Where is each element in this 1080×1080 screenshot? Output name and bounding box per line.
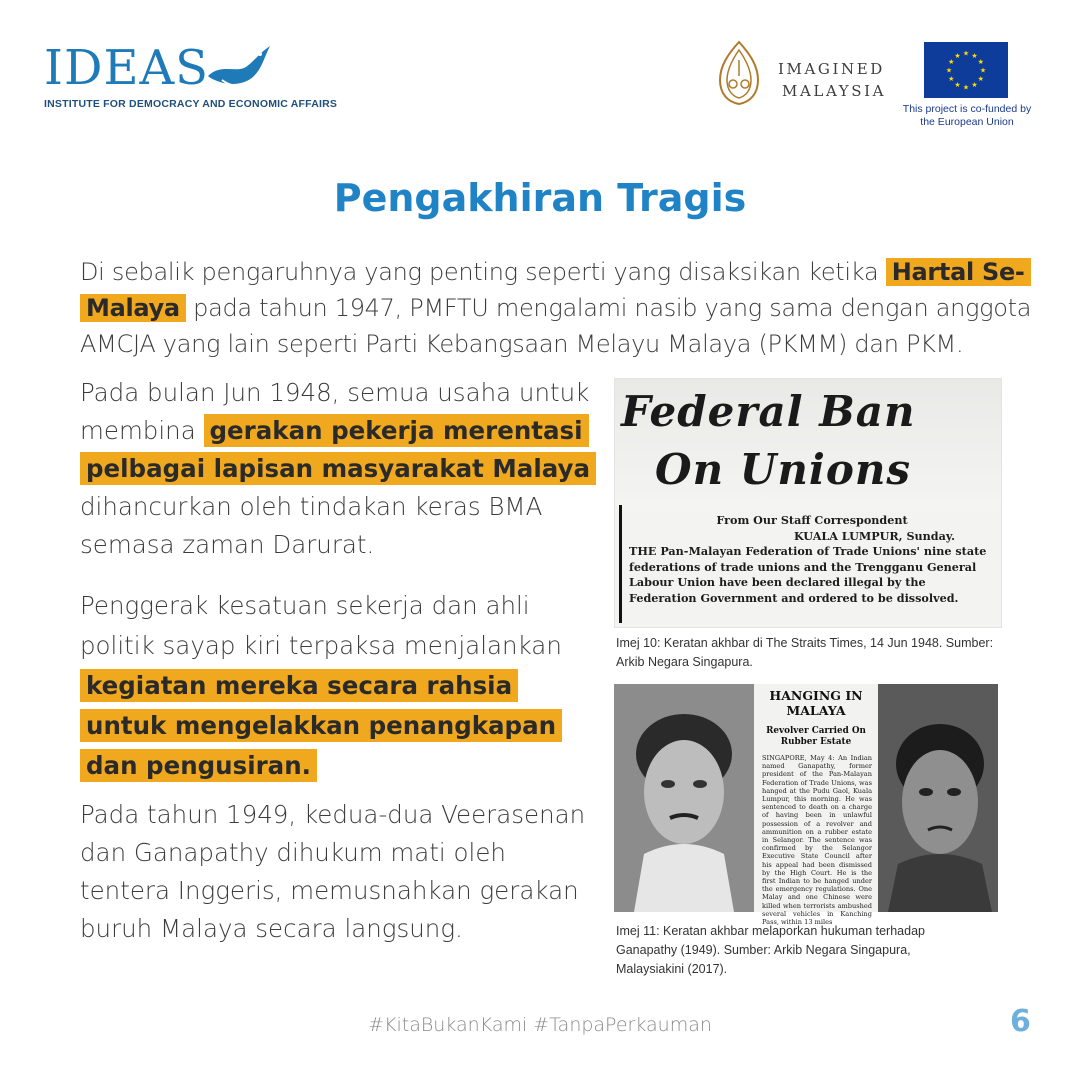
clipping2-headline: HANGING IN MALAYA <box>769 688 863 718</box>
clipping-byline: From Our Staff Correspondent <box>716 513 908 527</box>
portrait-photo-left <box>614 684 754 912</box>
imagined-logo-line1: IMAGINED <box>778 60 885 78</box>
intro-text-post: pada tahun 1947, PMFTU mengalami nasib yang sama dengan anggota AMCJA yang lain seperti Parti Kebangsaan Melayu Malaya (PKMM) dan PKM. <box>80 294 1032 358</box>
paragraph-secret-activities <box>80 586 600 786</box>
bird-icon <box>204 42 274 92</box>
clipping2-body: SINGAPORE, May 4: An Indian named Ganapathy, former president of the Pan-Malayan Federation of Trade Unions, was hanged at the Pudu Gaol, Kuala Lumpur, this morning. He was sentenced to death on a charge of having been in unlawful possession of a revolver and ammunition on a rubber estate in Selangor. The sentence was confirmed by the Selangor Executive State Council after his appeal had been dismissed by the High Court. He is the first Indian to be hanged under the emergency regulations. One Malay and one Chinese were killed when terrorists ambushed several vehicles in Kanching Pass, within 13 miles <box>762 754 872 927</box>
intro-highlight: Hartal Se-Malaya <box>80 258 1031 322</box>
intro-paragraph <box>80 254 1040 362</box>
intro-text-pre: Di sebalik pengaruhnya yang penting seperti yang disaksikan ketika <box>80 258 886 286</box>
ideas-logo-wordmark: IDEAS <box>44 40 210 96</box>
image-caption-11: Imej 11: Keratan akhbar melaporkan hukuman terhadap Ganapathy (1949). Sumber: Arkib Negara Singapura, Malaysiakini (2017). <box>616 924 925 976</box>
page-title: Pengakhiran Tragis <box>333 176 747 220</box>
image-caption-10: Imej 10: Keratan akhbar di The Straits Times, 14 Jun 1948. Sumber: Arkib Negara Singapura. <box>616 636 994 669</box>
eu-star-icon: ★ <box>962 49 970 58</box>
eu-star-icon: ★ <box>977 58 984 66</box>
eu-star-icon: ★ <box>971 51 978 60</box>
ideas-logo <box>44 40 338 120</box>
para3-highlight: kegiatan mereka secara rahsia untuk mengelakkan penangkapan dan pengusiran. <box>80 669 562 782</box>
para2-highlight: gerakan pekerja merentasi pelbagai lapisan masyarakat Malaya <box>80 414 596 485</box>
imagined-logo-line2: MALAYSIA <box>782 82 887 100</box>
paragraph-1949: Pada tahun 1949, kedua-dua Veerasenan dan Ganapathy dihukum mati oleh tentera Inggeris, memusnahkan gerakan buruh Malaya secara langsung. <box>80 800 586 943</box>
portrait-photo-right <box>878 684 998 912</box>
eu-flag-icon <box>924 42 1008 98</box>
para3-text-pre: Penggerak kesatuan sekerja dan ahli politik sayap kiri terpaksa menjalankan <box>80 591 562 660</box>
para2-text-post: dihancurkan oleh tindakan keras BMA semasa zaman Darurat. <box>80 492 543 559</box>
hashtags: #KitaBukanKami #TanpaPerkauman <box>368 1014 712 1036</box>
eu-cofunded-text: This project is co-funded by the European Union <box>902 103 1032 128</box>
eu-star-icon: ★ <box>962 83 970 92</box>
eu-star-icon: ★ <box>954 51 961 60</box>
clipping-headline-line1: Federal Ban <box>621 387 916 436</box>
clipping-rule <box>619 505 622 623</box>
ideas-logo-subtitle: INSTITUTE FOR DEMOCRACY AND ECONOMIC AFFAIRS <box>44 98 338 110</box>
newspaper-clipping-hanging <box>754 684 878 927</box>
newspaper-clipping-federal-ban <box>614 378 1002 628</box>
eu-star-icon: ★ <box>948 58 955 66</box>
eu-star-icon: ★ <box>954 81 961 90</box>
eu-star-icon: ★ <box>945 66 953 75</box>
gunungan-icon <box>716 40 762 106</box>
clipping2-subhead: Revolver Carried On Rubber Estate <box>766 726 866 747</box>
clipping-dateline: KUALA LUMPUR, Sunday. <box>793 528 955 543</box>
eu-star-icon: ★ <box>979 66 987 75</box>
eu-star-icon: ★ <box>977 75 984 83</box>
clipping-headline-area <box>615 379 1001 505</box>
clipping-body <box>629 513 995 607</box>
para2-text-pre: Pada bulan Jun 1948, semua usaha untuk membina <box>80 378 590 445</box>
paragraph-june-1948 <box>80 374 600 564</box>
clipping-body-text: THE Pan-Malayan Federation of Trade Unions' nine state federations of trade unions and the Trengganu General Labour Union have been declared illegal by the Federation Government and ordered to be dissolved. <box>629 544 987 605</box>
imagined-malaysia-logo <box>716 40 906 110</box>
eu-star-icon: ★ <box>948 75 955 83</box>
eu-star-icon: ★ <box>971 81 978 90</box>
clipping-headline-line2: On Unions <box>655 445 912 494</box>
page-number: 6 <box>1010 1004 1031 1039</box>
